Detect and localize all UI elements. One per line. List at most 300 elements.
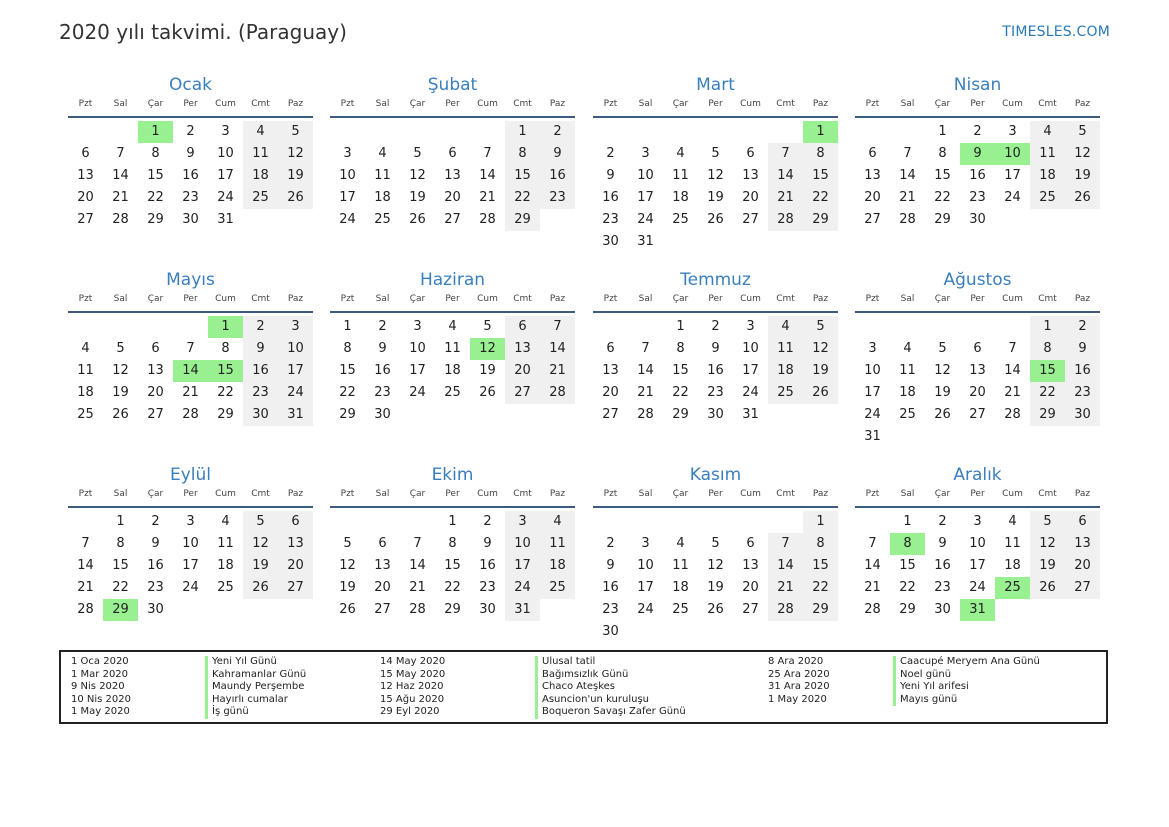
day-cell: 25 bbox=[899, 407, 916, 422]
day-cell: 17 bbox=[278, 360, 313, 382]
weekday-header: Per bbox=[183, 489, 198, 499]
day-cell: 26 bbox=[934, 407, 951, 422]
day-cell: 26 bbox=[243, 577, 278, 599]
weekday-header: Pzt bbox=[865, 489, 880, 499]
month-name: Ekim bbox=[431, 465, 474, 485]
day-cell: 10 bbox=[182, 536, 199, 551]
header-divider bbox=[330, 311, 575, 313]
day-cell: 17 bbox=[182, 558, 199, 573]
day-cell: 7 bbox=[641, 341, 650, 356]
day-cell: 19 bbox=[803, 360, 838, 382]
weekday-header: Paz bbox=[1074, 294, 1091, 304]
legend-date: 1 Mar 2020 bbox=[71, 668, 129, 680]
day-cell: 4 bbox=[676, 536, 685, 551]
day-cell: 30 bbox=[243, 404, 278, 426]
site-link[interactable]: TIMESLES.COM bbox=[1002, 24, 1110, 40]
day-cell: 15 bbox=[339, 363, 356, 378]
day-cell: 3 bbox=[505, 511, 540, 533]
day-cell: 24 bbox=[278, 382, 313, 404]
day-cell: 5 bbox=[711, 536, 720, 551]
weekday-header: Çar bbox=[934, 294, 951, 304]
day-cell: 3 bbox=[1008, 124, 1017, 139]
day-cell: 5 bbox=[803, 316, 838, 338]
day-cell: 29 bbox=[803, 599, 838, 621]
day-cell: 22 bbox=[505, 187, 540, 209]
day-cell: 18 bbox=[243, 165, 278, 187]
day-cell: 22 bbox=[147, 190, 164, 205]
weekday-header: Cum bbox=[740, 489, 761, 499]
weekday-header: Paz bbox=[812, 99, 829, 109]
legend-date: 12 Haz 2020 bbox=[380, 681, 444, 693]
day-cell: 9 bbox=[151, 536, 160, 551]
day-cell: 25 bbox=[243, 187, 278, 209]
day-cell: 23 bbox=[479, 580, 496, 595]
weekday-header: Çar bbox=[934, 99, 951, 109]
day-cell: 22 bbox=[672, 385, 689, 400]
weekday-header: Cum bbox=[215, 294, 236, 304]
header-divider bbox=[593, 116, 838, 118]
day-cell: 7 bbox=[186, 341, 195, 356]
day-cell: 31 bbox=[217, 212, 234, 227]
day-cell: 4 bbox=[676, 146, 685, 161]
day-cell: 29 bbox=[217, 407, 234, 422]
weekday-header: Pzt bbox=[340, 99, 355, 109]
weekday-header: Sal bbox=[638, 99, 653, 109]
legend-holiday-name: Bağımsızlık Günü bbox=[535, 669, 628, 682]
day-cell: 10 bbox=[969, 536, 986, 551]
day-cell: 4 bbox=[768, 316, 803, 338]
day-cell: 17 bbox=[339, 190, 356, 205]
day-cell: 14 bbox=[1004, 363, 1021, 378]
legend-holiday-name: Ulusal tatil bbox=[535, 656, 595, 669]
weekday-header: Pzt bbox=[603, 294, 618, 304]
day-cell: 13 bbox=[444, 168, 461, 183]
day-cell: 8 bbox=[803, 533, 838, 555]
day-cell: 26 bbox=[803, 382, 838, 404]
day-cell: 17 bbox=[637, 190, 654, 205]
day-cell: 20 bbox=[742, 190, 759, 205]
day-cell: 11 bbox=[672, 558, 689, 573]
month-name: Nisan bbox=[953, 75, 1002, 95]
day-cell: 14 bbox=[864, 558, 881, 573]
weekday-header: Pzt bbox=[603, 99, 618, 109]
day-cell: 19 bbox=[707, 580, 724, 595]
day-cell: 31 bbox=[742, 407, 759, 422]
day-cell: 30 bbox=[969, 212, 986, 227]
day-cell: 17 bbox=[217, 168, 234, 183]
day-cell: 28 bbox=[637, 407, 654, 422]
day-cell: 15 bbox=[899, 558, 916, 573]
day-cell: 28 bbox=[1004, 407, 1021, 422]
day-cell: 28 bbox=[540, 382, 575, 404]
day-cell: 18 bbox=[672, 190, 689, 205]
day-cell: 5 bbox=[1065, 121, 1100, 143]
weekday-header: Sal bbox=[375, 489, 390, 499]
day-cell: 4 bbox=[448, 319, 457, 334]
day-cell: 31 bbox=[637, 234, 654, 249]
page-title: 2020 yılı takvimi. (Paraguay) bbox=[59, 20, 347, 44]
weekday-header: Per bbox=[708, 99, 723, 109]
legend-holiday-name: Chaco Ateşkes bbox=[535, 681, 615, 694]
weekday-header: Çar bbox=[409, 489, 426, 499]
day-cell: 29 bbox=[339, 407, 356, 422]
day-cell: 19 bbox=[1030, 555, 1065, 577]
day-cell: 26 bbox=[112, 407, 129, 422]
holiday-day-cell: 10 bbox=[995, 143, 1030, 165]
day-cell: 2 bbox=[973, 124, 982, 139]
day-cell: 27 bbox=[742, 212, 759, 227]
day-cell: 21 bbox=[77, 580, 94, 595]
day-cell: 1 bbox=[343, 319, 352, 334]
day-cell: 26 bbox=[1065, 187, 1100, 209]
legend-holiday-name: Yeni Yıl Günü bbox=[205, 656, 277, 669]
day-cell: 16 bbox=[182, 168, 199, 183]
day-cell: 21 bbox=[899, 190, 916, 205]
day-cell: 7 bbox=[116, 146, 125, 161]
day-cell: 8 bbox=[448, 536, 457, 551]
day-cell: 19 bbox=[1065, 165, 1100, 187]
weekday-header: Paz bbox=[549, 489, 566, 499]
day-cell: 14 bbox=[409, 558, 426, 573]
day-cell: 20 bbox=[969, 385, 986, 400]
weekday-header: Cum bbox=[477, 489, 498, 499]
day-cell: 2 bbox=[483, 514, 492, 529]
month-name: Mayıs bbox=[166, 270, 215, 290]
day-cell: 2 bbox=[151, 514, 160, 529]
day-cell: 8 bbox=[1030, 338, 1065, 360]
day-cell: 3 bbox=[186, 514, 195, 529]
day-cell: 9 bbox=[711, 341, 720, 356]
day-cell: 25 bbox=[672, 602, 689, 617]
weekday-header: Çar bbox=[672, 294, 689, 304]
day-cell: 9 bbox=[186, 146, 195, 161]
weekday-header: Sal bbox=[113, 294, 128, 304]
day-cell: 17 bbox=[637, 580, 654, 595]
day-cell: 14 bbox=[112, 168, 129, 183]
day-cell: 6 bbox=[448, 146, 457, 161]
header-divider bbox=[330, 116, 575, 118]
weekday-header: Sal bbox=[900, 99, 915, 109]
weekday-header: Pzt bbox=[340, 294, 355, 304]
weekday-header: Per bbox=[970, 99, 985, 109]
day-cell: 23 bbox=[243, 382, 278, 404]
day-cell: 4 bbox=[1008, 514, 1017, 529]
day-cell: 15 bbox=[803, 555, 838, 577]
day-cell: 22 bbox=[934, 190, 951, 205]
header-divider bbox=[330, 506, 575, 508]
day-cell: 23 bbox=[602, 602, 619, 617]
weekday-header: Per bbox=[970, 294, 985, 304]
day-cell: 20 bbox=[278, 555, 313, 577]
holiday-day-cell: 1 bbox=[138, 121, 173, 143]
weekday-header: Paz bbox=[1074, 489, 1091, 499]
day-cell: 21 bbox=[182, 385, 199, 400]
day-cell: 11 bbox=[1004, 536, 1021, 551]
month-name: Şubat bbox=[427, 75, 478, 95]
weekday-header: Pzt bbox=[340, 489, 355, 499]
day-cell: 17 bbox=[409, 363, 426, 378]
day-cell: 26 bbox=[278, 187, 313, 209]
day-cell: 21 bbox=[540, 360, 575, 382]
day-cell: 30 bbox=[707, 407, 724, 422]
day-cell: 10 bbox=[742, 341, 759, 356]
day-cell: 5 bbox=[278, 121, 313, 143]
day-cell: 19 bbox=[278, 165, 313, 187]
day-cell: 13 bbox=[1065, 533, 1100, 555]
month-name: Aralık bbox=[953, 465, 1002, 485]
day-cell: 6 bbox=[1065, 511, 1100, 533]
day-cell: 6 bbox=[81, 146, 90, 161]
day-cell: 4 bbox=[1030, 121, 1065, 143]
day-cell: 24 bbox=[969, 580, 986, 595]
day-cell: 5 bbox=[483, 319, 492, 334]
day-cell: 18 bbox=[768, 360, 803, 382]
day-cell: 4 bbox=[221, 514, 230, 529]
day-cell: 29 bbox=[147, 212, 164, 227]
weekday-header: Cum bbox=[477, 294, 498, 304]
day-cell: 14 bbox=[77, 558, 94, 573]
day-cell: 1 bbox=[676, 319, 685, 334]
day-cell: 11 bbox=[540, 533, 575, 555]
day-cell: 23 bbox=[540, 187, 575, 209]
day-cell: 4 bbox=[243, 121, 278, 143]
day-cell: 13 bbox=[969, 363, 986, 378]
weekday-header: Paz bbox=[549, 294, 566, 304]
day-cell: 23 bbox=[602, 212, 619, 227]
day-cell: 5 bbox=[243, 511, 278, 533]
day-cell: 8 bbox=[221, 341, 230, 356]
day-cell: 23 bbox=[374, 385, 391, 400]
day-cell: 9 bbox=[378, 341, 387, 356]
day-cell: 2 bbox=[711, 319, 720, 334]
day-cell: 31 bbox=[278, 404, 313, 426]
legend-holiday-name: Kahramanlar Günü bbox=[205, 669, 306, 682]
day-cell: 13 bbox=[864, 168, 881, 183]
day-cell: 29 bbox=[803, 209, 838, 231]
weekday-header: Paz bbox=[287, 294, 304, 304]
day-cell: 21 bbox=[1004, 385, 1021, 400]
day-cell: 27 bbox=[374, 602, 391, 617]
day-cell: 25 bbox=[540, 577, 575, 599]
legend-date: 1 May 2020 bbox=[768, 693, 827, 705]
day-cell: 13 bbox=[77, 168, 94, 183]
day-cell: 4 bbox=[81, 341, 90, 356]
day-cell: 28 bbox=[182, 407, 199, 422]
day-cell: 5 bbox=[938, 341, 947, 356]
weekday-header: Cum bbox=[1002, 489, 1023, 499]
day-cell: 23 bbox=[707, 385, 724, 400]
day-cell: 11 bbox=[768, 338, 803, 360]
day-cell: 22 bbox=[803, 187, 838, 209]
day-cell: 2 bbox=[606, 536, 615, 551]
day-cell: 13 bbox=[742, 558, 759, 573]
weekday-header: Çar bbox=[147, 99, 164, 109]
day-cell: 10 bbox=[217, 146, 234, 161]
header-divider bbox=[855, 116, 1100, 118]
day-cell: 19 bbox=[243, 555, 278, 577]
day-cell: 14 bbox=[768, 555, 803, 577]
day-cell: 29 bbox=[934, 212, 951, 227]
day-cell: 31 bbox=[864, 429, 881, 444]
day-cell: 13 bbox=[374, 558, 391, 573]
day-cell: 4 bbox=[378, 146, 387, 161]
day-cell: 8 bbox=[116, 536, 125, 551]
legend-holiday-name: Yeni Yıl arifesi bbox=[893, 681, 969, 694]
holiday-day-cell: 12 bbox=[470, 338, 505, 360]
header-divider bbox=[68, 116, 313, 118]
day-cell: 1 bbox=[505, 121, 540, 143]
day-cell: 21 bbox=[112, 190, 129, 205]
weekday-header: Çar bbox=[409, 294, 426, 304]
day-cell: 14 bbox=[637, 363, 654, 378]
weekday-header: Cum bbox=[215, 99, 236, 109]
day-cell: 3 bbox=[868, 341, 877, 356]
day-cell: 17 bbox=[505, 555, 540, 577]
legend-date: 9 Nis 2020 bbox=[71, 681, 125, 693]
day-cell: 25 bbox=[217, 580, 234, 595]
day-cell: 29 bbox=[672, 407, 689, 422]
weekday-header: Paz bbox=[812, 489, 829, 499]
legend-holiday-name: Asuncion'un kuruluşu bbox=[535, 694, 649, 707]
weekday-header: Çar bbox=[934, 489, 951, 499]
day-cell: 3 bbox=[278, 316, 313, 338]
legend-holiday-name: Maundy Perşembe bbox=[205, 681, 304, 694]
legend-date: 15 May 2020 bbox=[380, 668, 446, 680]
day-cell: 21 bbox=[864, 580, 881, 595]
day-cell: 10 bbox=[637, 168, 654, 183]
day-cell: 19 bbox=[934, 385, 951, 400]
day-cell: 13 bbox=[505, 338, 540, 360]
weekday-header: Sal bbox=[375, 294, 390, 304]
holiday-day-cell: 31 bbox=[960, 599, 995, 621]
day-cell: 14 bbox=[540, 338, 575, 360]
day-cell: 1 bbox=[448, 514, 457, 529]
day-cell: 30 bbox=[147, 602, 164, 617]
legend-holiday-name: Noel günü bbox=[893, 669, 951, 682]
day-cell: 2 bbox=[186, 124, 195, 139]
day-cell: 2 bbox=[938, 514, 947, 529]
weekday-header: Cum bbox=[215, 489, 236, 499]
day-cell: 22 bbox=[444, 580, 461, 595]
weekday-header: Paz bbox=[812, 294, 829, 304]
day-cell: 27 bbox=[602, 407, 619, 422]
day-cell: 13 bbox=[602, 363, 619, 378]
day-cell: 22 bbox=[803, 577, 838, 599]
day-cell: 20 bbox=[742, 580, 759, 595]
legend-date: 15 Ağu 2020 bbox=[380, 693, 445, 705]
legend-date: 29 Eyl 2020 bbox=[380, 706, 440, 718]
weekday-header: Cmt bbox=[251, 294, 270, 304]
day-cell: 16 bbox=[602, 190, 619, 205]
day-cell: 25 bbox=[1030, 187, 1065, 209]
day-cell: 2 bbox=[378, 319, 387, 334]
day-cell: 6 bbox=[868, 146, 877, 161]
day-cell: 6 bbox=[278, 511, 313, 533]
legend-date: 1 Oca 2020 bbox=[71, 656, 129, 667]
holiday-legend bbox=[59, 650, 1108, 724]
day-cell: 24 bbox=[505, 577, 540, 599]
weekday-header: Cmt bbox=[513, 99, 532, 109]
weekday-header: Cmt bbox=[776, 489, 795, 499]
day-cell: 24 bbox=[742, 385, 759, 400]
day-cell: 21 bbox=[637, 385, 654, 400]
day-cell: 29 bbox=[899, 602, 916, 617]
day-cell: 3 bbox=[413, 319, 422, 334]
holiday-day-cell: 15 bbox=[208, 360, 243, 382]
day-cell: 7 bbox=[768, 533, 803, 555]
weekday-header: Sal bbox=[900, 489, 915, 499]
day-cell: 24 bbox=[637, 212, 654, 227]
weekday-header: Sal bbox=[113, 99, 128, 109]
day-cell: 8 bbox=[803, 143, 838, 165]
day-cell: 12 bbox=[409, 168, 426, 183]
day-cell: 25 bbox=[374, 212, 391, 227]
day-cell: 20 bbox=[147, 385, 164, 400]
weekday-header: Pzt bbox=[865, 294, 880, 304]
day-cell: 16 bbox=[243, 360, 278, 382]
day-cell: 15 bbox=[672, 363, 689, 378]
day-cell: 7 bbox=[413, 536, 422, 551]
month-name: Haziran bbox=[419, 270, 486, 290]
weekday-header: Cmt bbox=[1038, 294, 1057, 304]
day-cell: 20 bbox=[864, 190, 881, 205]
day-cell: 1 bbox=[903, 514, 912, 529]
day-cell: 1 bbox=[803, 511, 838, 533]
day-cell: 9 bbox=[483, 536, 492, 551]
day-cell: 23 bbox=[934, 580, 951, 595]
day-cell: 11 bbox=[899, 363, 916, 378]
day-cell: 2 bbox=[243, 316, 278, 338]
day-cell: 9 bbox=[540, 143, 575, 165]
day-cell: 5 bbox=[343, 536, 352, 551]
day-cell: 12 bbox=[707, 558, 724, 573]
day-cell: 30 bbox=[1065, 404, 1100, 426]
weekday-header: Cmt bbox=[776, 99, 795, 109]
day-cell: 23 bbox=[1065, 382, 1100, 404]
month-name: Eylül bbox=[169, 465, 212, 485]
month-name: Ağustos bbox=[943, 270, 1012, 290]
day-cell: 2 bbox=[1065, 316, 1100, 338]
day-cell: 6 bbox=[746, 536, 755, 551]
day-cell: 20 bbox=[602, 385, 619, 400]
header-divider bbox=[68, 506, 313, 508]
day-cell: 30 bbox=[602, 234, 619, 249]
day-cell: 16 bbox=[934, 558, 951, 573]
day-cell: 14 bbox=[899, 168, 916, 183]
day-cell: 12 bbox=[707, 168, 724, 183]
day-cell: 10 bbox=[505, 533, 540, 555]
day-cell: 28 bbox=[77, 602, 94, 617]
day-cell: 16 bbox=[479, 558, 496, 573]
day-cell: 9 bbox=[938, 536, 947, 551]
day-cell: 27 bbox=[505, 382, 540, 404]
day-cell: 22 bbox=[1030, 382, 1065, 404]
day-cell: 15 bbox=[934, 168, 951, 183]
header-divider bbox=[855, 311, 1100, 313]
day-cell: 3 bbox=[746, 319, 755, 334]
month-name: Temmuz bbox=[680, 270, 751, 290]
day-cell: 27 bbox=[864, 212, 881, 227]
holiday-day-cell: 14 bbox=[173, 360, 208, 382]
day-cell: 24 bbox=[1004, 190, 1021, 205]
day-cell: 5 bbox=[1030, 511, 1065, 533]
day-cell: 5 bbox=[711, 146, 720, 161]
weekday-header: Cmt bbox=[513, 489, 532, 499]
day-cell: 5 bbox=[116, 341, 125, 356]
day-cell: 10 bbox=[864, 363, 881, 378]
day-cell: 15 bbox=[147, 168, 164, 183]
day-cell: 24 bbox=[637, 602, 654, 617]
